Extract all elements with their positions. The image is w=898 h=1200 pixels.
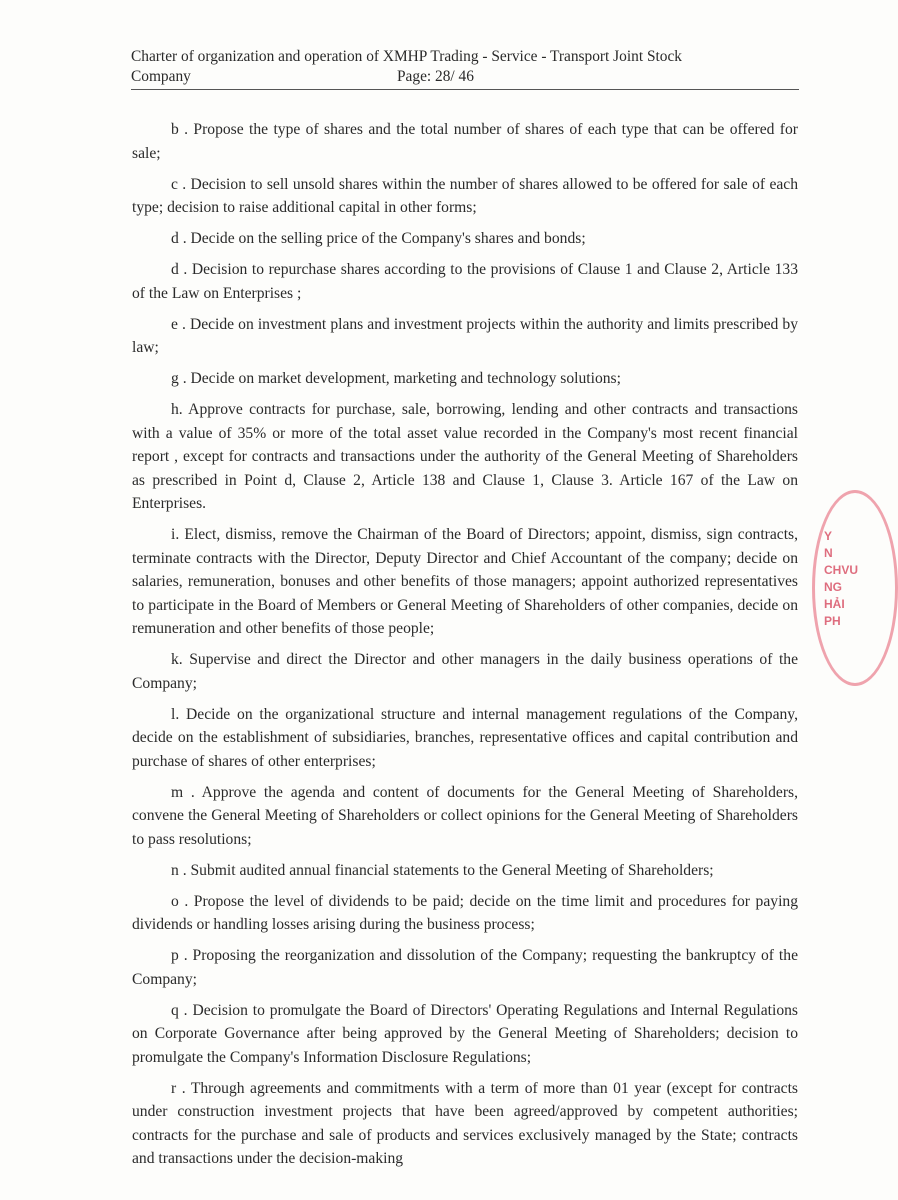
seal-text xyxy=(824,528,858,630)
clause-e: e . Decide on investment plans and investment projects within the authority and limits prescribed by law; xyxy=(132,315,798,356)
clause-d-price: d . Decide on the selling price of the Company's shares and bonds; xyxy=(171,230,586,247)
document-title-continued: Company xyxy=(131,68,191,85)
clause-h: h. Approve contracts for purchase, sale, borrowing, lending and other contracts and transactions with a value of 35% or more of the total asset value recorded in the Company's most recent financial report , except for contracts and transactions under the authority of the General Meeting of Shareholders as prescribed in Point d, Clause 2, Article 138 and Clause 1, Clause 3. Article 167 of the Law on Enterprises. xyxy=(132,401,798,512)
clause-g: g . Decide on market development, marketing and technology solutions; xyxy=(171,370,621,387)
seal-fragment: CHVU xyxy=(824,563,859,577)
document-body xyxy=(132,118,798,1178)
clause-c: c . Decision to sell unsold shares within the number of shares allowed to be offered for sale of each type; decision to raise additional capital in other forms; xyxy=(132,175,798,216)
clause-d-repurchase: d . Decision to repurchase shares according to the provisions of Clause 1 and Clause 2, Article 133 of the Law on Enterprises ; xyxy=(132,261,798,302)
clause-o: o . Propose the level of dividends to be paid; decide on the time limit and procedures for paying dividends or handling losses arising during the business process; xyxy=(132,892,798,933)
header-divider xyxy=(131,89,799,90)
header-second-line xyxy=(131,67,799,87)
seal-fragment: HẢI PH xyxy=(824,597,845,628)
page-header xyxy=(131,47,799,87)
clause-r: r . Through agreements and commitments with a term of more than 01 year (except for contracts under construction investment projects that have been agreed/approved by competent authorities; contracts for the purchase and sale of products and services exclusively managed by the State; contracts and transactions under the decision-making xyxy=(132,1079,798,1167)
page-number: Page: 28/ 46 xyxy=(397,68,474,85)
clause-k: k. Supervise and direct the Director and other managers in the daily business operations of the Company; xyxy=(132,651,798,692)
clause-m: m . Approve the agenda and content of documents for the General Meeting of Shareholders, convene the General Meeting of Shareholders or collect opinions for the General Meeting of Shareholders to pass resolutions; xyxy=(132,783,798,848)
clause-i: i. Elect, dismiss, remove the Chairman of the Board of Directors; appoint, dismiss, sign contracts, terminate contracts with the Director, Deputy Director and Chief Accountant of the company; decide on salaries, remuneration, bonuses and other benefits of those managers; appoint authorized representatives to participate in the Board of Members or General Meeting of Shareholders of other companies, decide on remuneration and other benefits of those people; xyxy=(132,526,798,637)
seal-fragment: NG xyxy=(824,580,842,594)
clause-q: q . Decision to promulgate the Board of Directors' Operating Regulations and Internal Regulations on Corporate Governance after being approved by the General Meeting of Shareholders; decision to promulgate the Company's Information Disclosure Regulations; xyxy=(132,1001,798,1066)
clause-n: n . Submit audited annual financial statements to the General Meeting of Shareholders; xyxy=(171,861,714,879)
clause-p: p . Proposing the reorganization and dissolution of the Company; requesting the bankruptcy of the Company; xyxy=(132,947,798,988)
seal-fragment: Y xyxy=(824,529,833,543)
clause-l: l. Decide on the organizational structure and internal management regulations of the Company, decide on the establishment of subsidiaries, branches, representative offices and capital contribution and purchase of shares of other enterprises; xyxy=(132,705,798,770)
seal-fragment: N xyxy=(824,546,833,560)
document-title: Charter of organization and operation of XMHP Trading - Service - Transport Joint Stock xyxy=(131,48,683,65)
clause-b: b . Propose the type of shares and the total number of shares of each type that can be offered for sale; xyxy=(132,121,798,162)
